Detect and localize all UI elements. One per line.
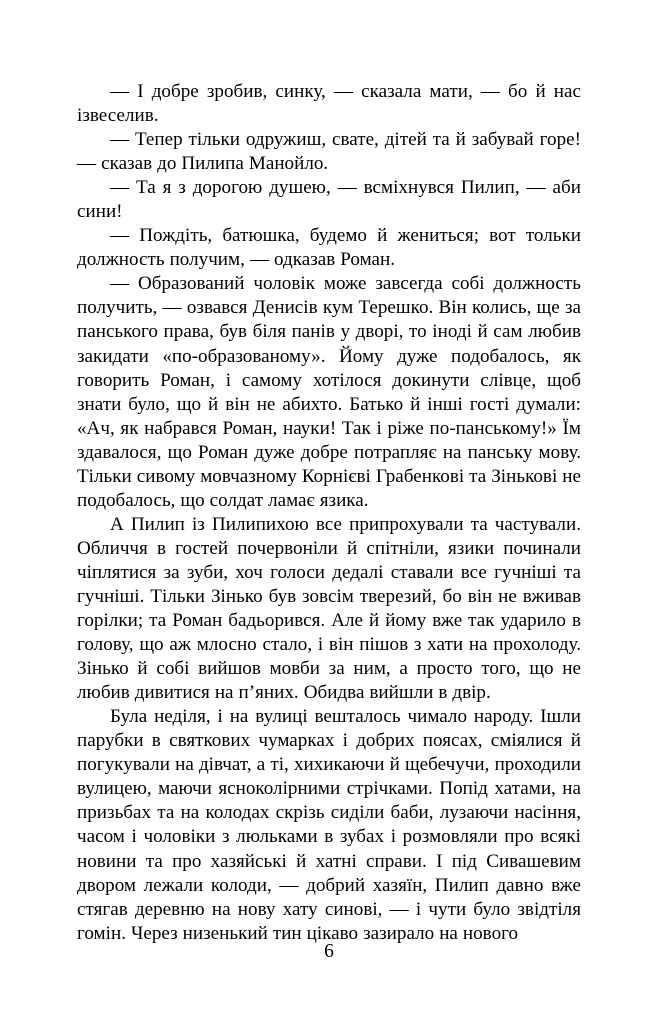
paragraph: А Пилип із Пилипихою все припрохували та частували. Обличчя в гостей почервоніли й спітніли, язики починали чіплятися за зуби, хоч голоси дедалі ставали все гучніші та гучніші. Тільки Зінько був зовсім тверезий, бо він не вживав горілки; та Роман бадьорився. Але й йому вже так ударило в голову, що аж млосно стало, і він пішов з хати на прохолоду. Зінько й собі вийшов мовби за ним, а просто того, що не любив дивитися на п’яних. Обидва вийшли в двір.	[77, 513, 581, 704]
paragraph: — Тепер тільки одружиш, свате, дітей та й забувай горе! — сказав до Пилипа Манойло.	[77, 129, 581, 175]
paragraph: Була неділя, і на вулиці вешталось чимало народу. Ішли парубки в святкових чумарках і добрих поясах, сміялися й погукували на дівчат, а ті, хихикаючи й щебечучи, проходили вулицею, маючи ясноколірними стрічками. Попід хатами, на призьбах та на колодах скрізь сиділи баби, лузаючи насіння, часом і чоловіки з люльками в зубах і розмовляли про всякі новини та про хазяйські й хатні справи. І під Сивашевим двором лежали колоди, — добрий хазяїн, Пилип давно вже стягав деревню на нову хату синові, — і чути було звідтіля гомін. Через низенький тин цікаво зазирало на нового	[77, 706, 581, 944]
page-number: 6	[324, 941, 334, 962]
paragraph: — Образований чоловік може завсегда собі должность получить, — озвався Денисів кум Терешко. Він колись, ще за панського права, був біля панів у дворі, то іноді й сам любив закидати «по-образованому». Йому дуже подобалось, як говорить Роман, і самому хотілося докинути слівце, щоб знати було, що й він не абихто. Батько й інші гості думали: «Ач, як набрався Роман, науки! Так і ріже по-панському!» Їм здавалося, що Роман дуже добре потрапляє на панську мову. Тільки сивому мовчазному Корнієві Грабенкові та Зіньковi не подобалось, що солдат ламає язика.	[77, 273, 581, 511]
page-text-body	[77, 80, 581, 946]
paragraph: — Та я з дорогою душею, — всміхнувся Пилип, — аби сини!	[77, 177, 581, 223]
paragraph: — І добре зробив, синку, — сказала мати, — бо й нас ізвеселив.	[77, 81, 581, 127]
paragraph: — Пождіть, батюшка, будемо й жениться; вот тольки должность получим, — одказав Роман.	[77, 225, 581, 271]
